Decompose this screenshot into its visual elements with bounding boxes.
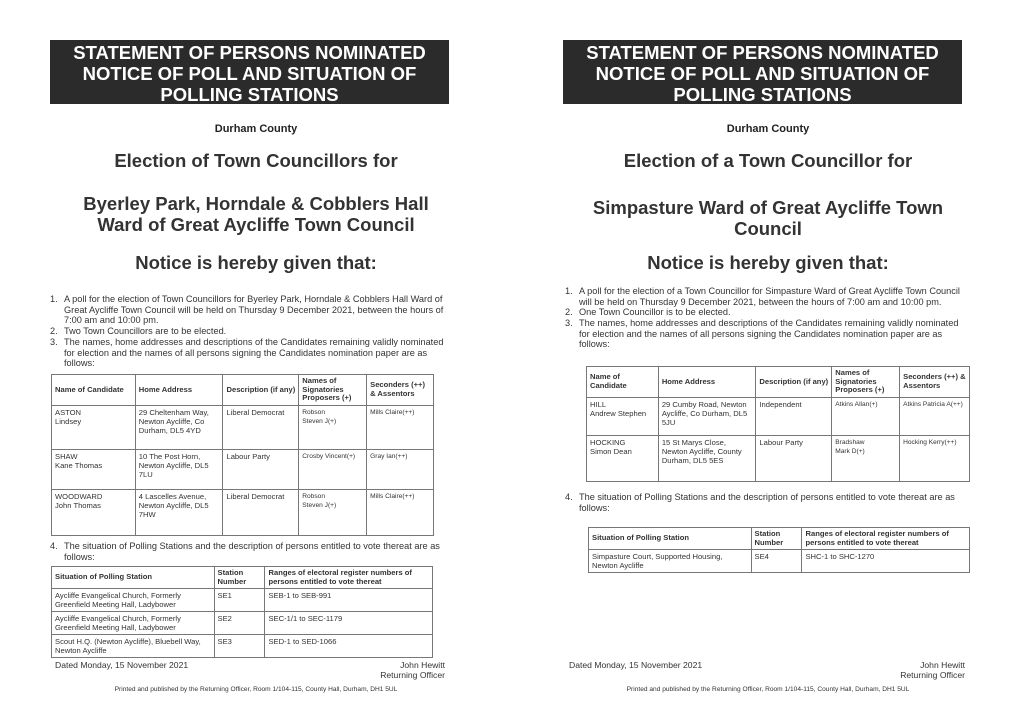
returning-officer [300,660,445,680]
candidate-address [658,397,756,435]
station-situation [52,612,215,635]
station-range: SED-1 to SED-1066 [265,635,433,658]
table-header-row [52,375,434,406]
column-header: Names of Signatories Proposers (+) [832,367,900,398]
item-number: 2. [565,307,573,317]
notice-item [565,286,989,307]
candidates-table [586,366,970,482]
notice-banner [50,40,449,104]
candidate-proposers [299,405,367,449]
situation-line: Aycliffe Evangelical Church, Formerly [55,591,181,600]
ward-name [512,197,1024,239]
column-header: Situation of Polling Station [589,528,752,550]
candidate-description: Independent [756,397,832,435]
situation-line: Scout H.Q. (Newton Aycliffe), Bluebell Way, [55,637,201,646]
column-header: Name of Candidate [587,367,659,398]
candidate-surname: HOCKING [590,437,626,447]
station-number: SE4 [751,550,802,573]
candidate-proposers [299,489,367,535]
proposer-line: Crosby Vincent(+) [302,452,356,460]
dated-line: Dated Monday, 15 November 2021 [569,660,703,670]
candidate-description: Labour Party [756,435,832,481]
candidate-surname: WOODWARD [55,491,103,501]
ward-line: Byerley Park, Horndale & Cobblers Hall [83,193,429,214]
column-header: Home Address [658,367,756,398]
candidate-name [52,405,136,449]
notice-item [50,541,464,562]
polling-stations-table [51,566,433,658]
table-row [587,435,970,481]
candidate-forenames: Kane Thomas [55,460,103,470]
item-line: for election and the names of all persons signing the Candidates nomination paper are as [579,328,943,339]
station-situation [52,589,215,612]
item-line: Two Town Councillors are to be elected. [64,326,227,336]
candidate-forenames: John Thomas [55,500,101,510]
address-line: 5JU [661,417,676,427]
item-line: The situation of Polling Stations and the description of persons entitled to vote thereat are as [64,541,440,551]
station-range: SEC-1/1 to SEC-1179 [265,612,433,635]
address-line: Newton Aycliffe, Co [138,416,205,426]
column-header: Ranges of electoral register numbers of persons entitled to vote thereat [802,528,970,550]
proposer-line: Robson [302,408,326,416]
candidate-description: Labour Party [223,449,299,489]
ward-line: Council [734,218,802,239]
address-line: 15 St Marys Close, [661,437,726,447]
banner-line: STATEMENT OF PERSONS NOMINATED [586,42,939,63]
address-line: 29 Cumby Road, Newton [661,399,747,409]
column-header: Seconders (++) & Assentors [900,367,970,398]
item-line: will be held on Thursday 9 December 2021, between the hours of 7:00 am and 10:00 pm. [579,296,942,307]
candidate-seconders: Hocking Kerry(++) [900,435,970,481]
candidate-address [135,449,223,489]
notice-item [565,492,989,513]
item-number: 2. [50,326,58,336]
address-line: Durham, DL5 4YD [138,425,201,435]
county-name: Durham County [726,123,810,135]
banner-line: STATEMENT OF PERSONS NOMINATED [73,42,426,63]
column-header: Seconders (++) & Assentors [367,375,434,406]
item-line: follows: [64,551,95,562]
item-line: 7:00 am and 10:00 pm. [64,315,159,325]
item-number: 3. [50,337,58,347]
item-line: follows: [579,339,610,349]
table-row [52,635,433,658]
dated-line: Dated Monday, 15 November 2021 [55,660,189,670]
station-range: SHC-1 to SHC-1270 [802,550,970,573]
proposer-line: Atkins Allan(+) [835,400,878,408]
address-line: Newton Aycliffe, DL5 [138,460,209,470]
banner-line: POLLING STATIONS [160,84,339,105]
item-line: Great Aycliffe Town Council will be held on Thursday 9 December 2021, between the hours of [64,304,444,315]
situation-line: Simpasture Court, Supported Housing, [592,552,723,561]
candidate-seconders: Mills Claire(++) [367,489,434,535]
ward-line: Ward of Great Aycliffe Town Council [97,214,415,235]
proposer-line: Steven J(+) [302,417,337,425]
situation-line: Newton Aycliffe [55,646,107,655]
column-header: Names of Signatories Proposers (+) [299,375,367,406]
station-number: SE2 [214,612,265,635]
table-row [589,550,970,573]
station-range: SEB-1 to SEB-991 [265,589,433,612]
county-name: Durham County [214,123,298,135]
candidate-address [135,489,223,535]
address-line: Aycliffe, Co Durham, DL5 [661,408,748,418]
proposer-line: Robson [302,492,326,500]
station-situation [52,635,215,658]
column-header: Station Number [751,528,802,550]
situation-line: Greenfield Meeting Hall, Ladybower [55,600,176,609]
proposer-line: Bradshaw [835,438,865,446]
item-number: 4. [50,541,58,551]
candidate-address [135,405,223,449]
station-situation [589,550,752,573]
item-number: 1. [50,294,58,304]
item-line: The names, home addresses and descriptions of the Candidates remaining validly nominated [579,318,959,328]
election-title: Election of Town Councillors for [114,150,398,171]
candidate-surname: SHAW [55,451,78,461]
notice-item [50,294,464,326]
notice-item [50,337,464,369]
ward-name [0,193,512,235]
candidate-surname: ASTON [55,407,82,417]
item-line: A poll for the election of Town Councillors for Byerley Park, Horndale & Cobblers Hall Ward of [64,294,443,304]
returning-officer [817,660,965,680]
table-row [52,405,434,449]
item-line: A poll for the election of a Town Councillor for Simpasture Ward of Great Aycliffe Town Council [579,286,960,296]
polling-stations-table [588,527,970,573]
item-line: One Town Councillor is to be elected. [579,307,731,317]
situation-line: Newton Aycliffe [592,561,644,570]
notice-banner [563,40,962,104]
address-line: Durham, DL5 5ES [661,455,724,465]
column-header: Station Number [214,567,265,589]
candidate-forenames: Andrew Stephen [590,408,647,418]
station-number: SE3 [214,635,265,658]
candidate-name [587,397,659,435]
candidate-name [52,489,136,535]
table-header-row [587,367,970,398]
column-header: Ranges of electoral register numbers of persons entitled to vote thereat [265,567,433,589]
table-row [52,449,434,489]
officer-title: Returning Officer [380,670,445,680]
item-line: The names, home addresses and descriptions of the Candidates remaining validly nominated [64,337,444,347]
table-row [52,612,433,635]
banner-line: NOTICE OF POLL AND SITUATION OF [595,63,930,84]
candidate-proposers [299,449,367,489]
candidates-table [51,374,434,536]
address-line: Newton Aycliffe, DL5 [138,500,209,510]
candidate-seconders: Atkins Patricia A(++) [900,397,970,435]
notice-heading: Notice is hereby given that: [135,252,377,273]
ward-line: Simpasture Ward of Great Aycliffe Town [592,197,944,218]
table-header-row [589,528,970,550]
item-line: for election and the names of all persons signing the Candidates nomination paper are as [64,347,428,358]
table-row [52,489,434,535]
candidate-name [52,449,136,489]
printed-by: Printed and published by the Returning Officer, Room 1/104-115, County Hall, Durham, DH1 5UL [114,686,398,693]
column-header: Name of Candidate [52,375,136,406]
item-line: follows: [64,358,95,368]
proposer-line: Steven J(+) [302,501,337,509]
item-number: 1. [565,286,573,296]
address-line: 29 Cheltenham Way, [138,407,209,417]
banner-line: NOTICE OF POLL AND SITUATION OF [82,63,417,84]
candidate-forenames: Lindsey [55,416,82,426]
candidate-seconders: Gray Ian(++) [367,449,434,489]
right-notice [512,0,1024,724]
notice-item [565,307,989,318]
column-header: Situation of Polling Station [52,567,215,589]
address-line: 4 Lascelles Avenue, [138,491,207,501]
address-line: 7HW [138,509,156,519]
notice-heading: Notice is hereby given that: [647,252,889,273]
proposer-line: Mark D(+) [835,447,865,455]
item-line: The situation of Polling Stations and the description of persons entitled to vote thereat are as [579,492,955,502]
notice-item [565,318,989,350]
column-header: Description (if any) [223,375,299,406]
officer-name: John Hewitt [400,660,445,670]
item-line: follows: [579,502,610,513]
election-title: Election of a Town Councillor for [623,150,913,171]
candidate-description: Liberal Democrat [223,489,299,535]
officer-name: John Hewitt [920,660,965,670]
candidate-forenames: Simon Dean [590,446,632,456]
printed-by: Printed and published by the Returning Officer, Room 1/104-115, County Hall, Durham, DH1 5UL [626,686,910,693]
address-line: 10 The Post Horn, [138,451,201,461]
officer-title: Returning Officer [900,670,965,680]
candidate-proposers [832,397,900,435]
column-header: Home Address [135,375,223,406]
situation-line: Greenfield Meeting Hall, Ladybower [55,623,176,632]
item-number: 3. [565,318,573,328]
address-line: 7LU [138,469,153,479]
table-row [52,589,433,612]
candidate-description: Liberal Democrat [223,405,299,449]
situation-line: Aycliffe Evangelical Church, Formerly [55,614,181,623]
candidate-seconders: Mills Claire(++) [367,405,434,449]
candidate-proposers [832,435,900,481]
table-header-row [52,567,433,589]
candidate-address [658,435,756,481]
notice-item [50,326,464,337]
item-number: 4. [565,492,573,502]
table-row [587,397,970,435]
column-header: Description (if any) [756,367,832,398]
station-number: SE1 [214,589,265,612]
candidate-surname: HILL [590,399,607,409]
address-line: Newton Aycliffe, County [661,446,742,456]
banner-line: POLLING STATIONS [673,84,852,105]
candidate-name [587,435,659,481]
